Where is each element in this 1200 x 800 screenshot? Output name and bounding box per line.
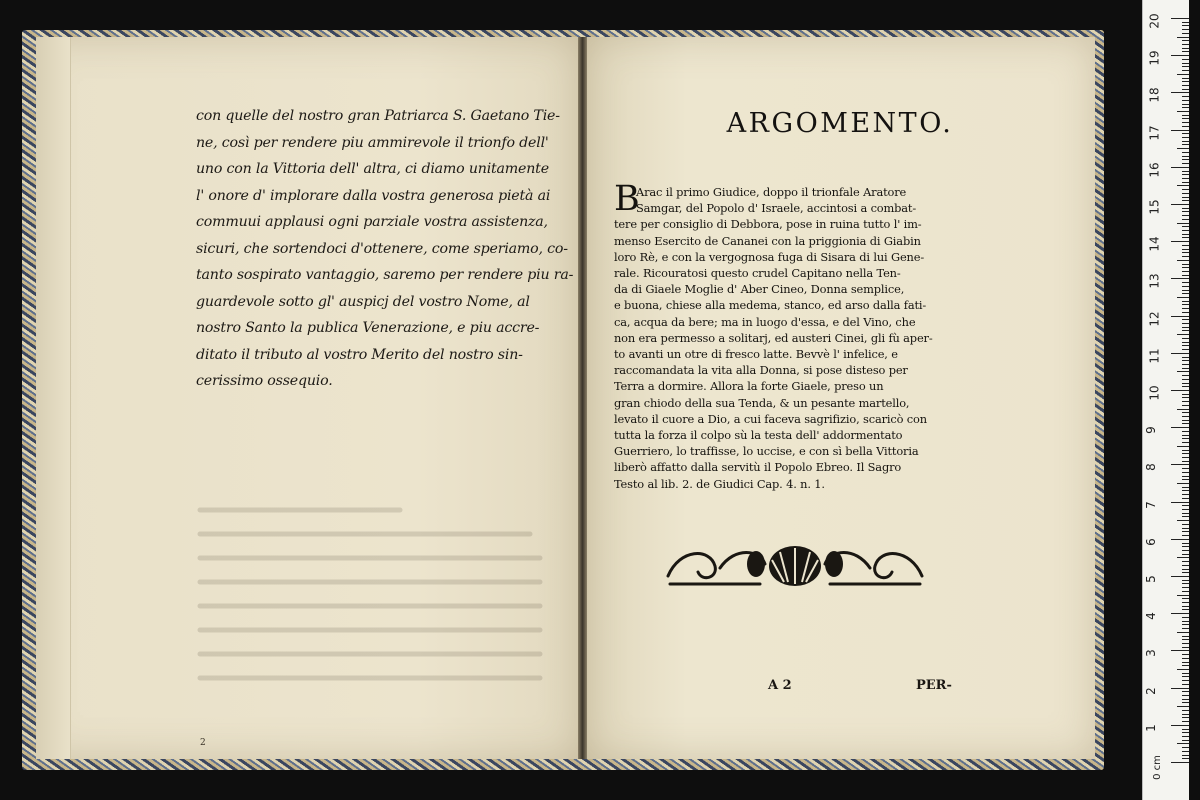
ruler-tick <box>1182 349 1189 350</box>
ruler-tick <box>1177 595 1189 596</box>
text-line: guardevole sotto gl' auspicj del vostro Nome, al <box>196 293 530 310</box>
ruler-tick <box>1177 148 1189 149</box>
ruler-tick <box>1182 245 1189 246</box>
text-line: Samgar, del Popolo d' Israele, accintosi a combat- <box>636 201 917 216</box>
ruler-tick <box>1171 55 1189 56</box>
text-line: liberò affatto dalla servitù il Popolo Ebreo. Il Sagro <box>614 460 902 475</box>
ruler-tick <box>1182 141 1189 142</box>
ruler-tick <box>1182 543 1189 544</box>
ruler-tick <box>1182 639 1189 640</box>
ruler-tick <box>1182 394 1189 395</box>
argument-text <box>614 179 986 492</box>
ruler-tick <box>1182 684 1189 685</box>
ruler-tick <box>1182 115 1189 116</box>
ruler-number: 19 <box>1147 50 1162 66</box>
ruler-tick <box>1182 476 1189 477</box>
ruler-tick <box>1182 472 1189 473</box>
ruler-tick <box>1182 342 1189 343</box>
ruler-tick <box>1182 193 1189 194</box>
ruler-number: 20 <box>1147 13 1162 29</box>
text-line: gran chiodo della sua Tenda, & un pesante martello, <box>614 395 910 410</box>
ruler-tick <box>1182 271 1189 272</box>
ornament-icon <box>660 538 930 590</box>
ruler-tick <box>1182 66 1189 67</box>
ruler-tick <box>1182 264 1189 265</box>
ruler-tick <box>1182 717 1189 718</box>
ruler-tick <box>1177 111 1189 112</box>
ruler-tick <box>1182 569 1189 570</box>
ruler-tick <box>1182 665 1189 666</box>
ruler-tick <box>1182 740 1189 741</box>
ruler-number: 7 <box>1143 500 1158 509</box>
ruler-tick <box>1182 22 1189 23</box>
ruler-tick <box>1177 409 1189 410</box>
ruler-tick <box>1182 215 1189 216</box>
ruler-tick <box>1182 33 1189 34</box>
ruler-tick <box>1182 524 1189 525</box>
ruler-tick <box>1182 546 1189 547</box>
text-line: ca, acqua da bere; ma in luogo d'essa, e del Vino, che <box>614 314 916 329</box>
ruler-tick <box>1182 397 1189 398</box>
ruler-tick <box>1182 654 1189 655</box>
ruler-tick <box>1182 591 1189 592</box>
ruler-tick <box>1182 40 1189 41</box>
ruler-tick <box>1171 650 1189 651</box>
ruler-tick <box>1171 576 1189 577</box>
ruler-tick <box>1182 163 1189 164</box>
ruler-tick <box>1182 200 1189 201</box>
ruler-tick <box>1182 197 1189 198</box>
ruler-tick <box>1182 755 1189 756</box>
ruler-tick <box>1171 278 1189 279</box>
ruler-tick <box>1182 431 1189 432</box>
ruler-tick <box>1182 714 1189 715</box>
ruler-tick <box>1171 390 1189 391</box>
ruler-tick <box>1182 330 1189 331</box>
ruler-tick <box>1171 204 1189 205</box>
ruler-tick <box>1182 267 1189 268</box>
ruler-number: 3 <box>1143 649 1158 658</box>
ruler-tick <box>1182 457 1189 458</box>
ruler-tick <box>1182 710 1189 711</box>
ruler-tick <box>1177 371 1189 372</box>
text-line: raccomandata la vita alla Donna, si pose disteso per <box>614 363 908 378</box>
ruler-tick <box>1182 673 1189 674</box>
ruler-tick <box>1182 230 1189 231</box>
ruler-tick <box>1182 598 1189 599</box>
ruler-tick <box>1182 357 1189 358</box>
ruler-tick <box>1182 695 1189 696</box>
ruler-tick <box>1171 241 1189 242</box>
ruler-number: 9 <box>1143 426 1158 435</box>
ruler-tick <box>1182 249 1189 250</box>
ruler-tick <box>1182 461 1189 462</box>
ruler-tick <box>1182 44 1189 45</box>
ruler-number: 15 <box>1147 199 1162 215</box>
measurement-ruler <box>1142 0 1189 800</box>
ruler-tick <box>1182 721 1189 722</box>
ruler-tick <box>1182 691 1189 692</box>
ruler-tick <box>1171 167 1189 168</box>
ruler-tick <box>1182 137 1189 138</box>
ruler-tick <box>1171 316 1189 317</box>
left-page-edge <box>36 37 71 759</box>
ruler-tick <box>1182 628 1189 629</box>
ruler-tick <box>1182 516 1189 517</box>
ruler-tick <box>1182 156 1189 157</box>
text-line: tutta la forza il colpo sù la testa dell' addormentato <box>614 428 903 443</box>
text-line: con quelle del nostro gran Patriarca S. Gaetano Tie- <box>196 108 560 124</box>
text-line: e buona, chiese alla medema, stanco, ed arso dalla fati- <box>614 298 927 313</box>
ruler-number: 2 <box>1143 686 1158 695</box>
ruler-tick <box>1182 237 1189 238</box>
left-page-text <box>196 103 576 395</box>
ruler-tick <box>1171 688 1189 689</box>
ruler-tick <box>1177 185 1189 186</box>
ruler-tick <box>1182 494 1189 495</box>
ruler-tick <box>1182 152 1189 153</box>
ruler-tick <box>1182 490 1189 491</box>
ruler-tick <box>1177 223 1189 224</box>
ruler-tick <box>1182 122 1189 123</box>
ruler-tick <box>1182 171 1189 172</box>
ruler-tick <box>1182 360 1189 361</box>
ruler-tick <box>1182 405 1189 406</box>
ruler-tick <box>1182 290 1189 291</box>
ruler-tick <box>1177 743 1189 744</box>
text-line: rale. Ricouratosi questo crudel Capitano nella Ten- <box>614 266 901 281</box>
ruler-tick <box>1182 51 1189 52</box>
ruler-number: 6 <box>1143 537 1158 546</box>
ruler-tick <box>1182 100 1189 101</box>
ruler-number: 17 <box>1147 124 1162 141</box>
book-gutter <box>578 37 587 759</box>
ruler-tick <box>1182 412 1189 413</box>
ruler-tick <box>1182 293 1189 294</box>
ruler-tick <box>1182 364 1189 365</box>
ruler-tick <box>1182 505 1189 506</box>
ruler-tick <box>1182 554 1189 555</box>
page-title: ARGOMENTO. <box>726 108 954 139</box>
ruler-number: 12 <box>1147 310 1162 327</box>
ruler-tick <box>1171 613 1189 614</box>
ruler-tick <box>1182 583 1189 584</box>
ruler-tick <box>1177 37 1189 38</box>
text-line: cerissimo ossequio. <box>196 373 333 389</box>
ruler-tick <box>1171 427 1189 428</box>
text-line: to avanti un otre di fresco latte. Bevvè l' infelice, e <box>614 347 898 362</box>
ruler-tick <box>1182 338 1189 339</box>
ruler-tick <box>1182 323 1189 324</box>
ruler-tick <box>1182 702 1189 703</box>
ruler-tick <box>1177 260 1189 261</box>
ruler-tick <box>1182 561 1189 562</box>
ruler-tick <box>1182 438 1189 439</box>
ruler-tick <box>1182 450 1189 451</box>
ruler-tick <box>1182 550 1189 551</box>
text-line: Terra a dormire. Allora la forte Giaele, preso un <box>614 379 884 394</box>
ruler-tick <box>1182 528 1189 529</box>
ruler-number: 14 <box>1147 236 1162 252</box>
ruler-tick <box>1182 126 1189 127</box>
ruler-tick <box>1182 602 1189 603</box>
ruler-number: 16 <box>1147 162 1162 178</box>
ruler-tick <box>1182 63 1189 64</box>
ruler-tick <box>1182 226 1189 227</box>
ruler-tick <box>1182 282 1189 283</box>
ruler-tick <box>1177 74 1189 75</box>
ruler-tick <box>1182 118 1189 119</box>
ruler-tick <box>1182 647 1189 648</box>
ruler-tick <box>1182 85 1189 86</box>
ruler-tick <box>1182 70 1189 71</box>
ruler-tick <box>1182 662 1189 663</box>
ruler-tick <box>1182 513 1189 514</box>
ruler-tick <box>1182 59 1189 60</box>
ruler-tick <box>1177 520 1189 521</box>
ruler-tick <box>1182 479 1189 480</box>
ruler-tick <box>1182 211 1189 212</box>
ruler-tick <box>1182 312 1189 313</box>
ruler-tick <box>1171 762 1189 763</box>
ruler-tick <box>1177 297 1189 298</box>
ruler-tick <box>1182 308 1189 309</box>
bleed-through-texture <box>180 500 550 700</box>
ruler-tick <box>1182 189 1189 190</box>
ruler-tick <box>1182 133 1189 134</box>
ruler-tick <box>1182 636 1189 637</box>
ruler-tick <box>1177 446 1189 447</box>
ruler-tick <box>1177 557 1189 558</box>
text-line: Guerriero, lo traffisse, lo uccise, e con sì bella Vittoria <box>614 444 919 459</box>
page-folio: 2 <box>200 738 206 748</box>
ruler-tick <box>1182 178 1189 179</box>
drop-cap: B <box>614 179 640 219</box>
ruler-tick <box>1182 327 1189 328</box>
text-line: tere per consiglio di Debbora, pose in ruina tutto l' im- <box>614 217 922 232</box>
ruler-tick <box>1182 643 1189 644</box>
ruler-tick <box>1182 580 1189 581</box>
text-line: da di Giaele Moglie d' Aber Cineo, Donna semplice, <box>614 282 905 297</box>
text-line: Arac il primo Giudice, doppo il trionfale Aratore <box>636 185 907 199</box>
ruler-tick <box>1182 587 1189 588</box>
ruler-tick <box>1182 751 1189 752</box>
ruler-tick <box>1182 498 1189 499</box>
ruler-tick <box>1182 96 1189 97</box>
ruler-number: 1 <box>1143 723 1158 732</box>
ruler-tick <box>1182 442 1189 443</box>
ruler-tick <box>1182 420 1189 421</box>
ruler-tick <box>1182 535 1189 536</box>
ruler-tick <box>1182 729 1189 730</box>
ruler-tick <box>1182 747 1189 748</box>
text-line: ditato il tributo al vostro Merito del nostro sin- <box>196 346 523 363</box>
ruler-tick <box>1182 252 1189 253</box>
ruler-tick <box>1182 572 1189 573</box>
ruler-tick <box>1182 304 1189 305</box>
ruler-tick <box>1182 468 1189 469</box>
ruler-tick <box>1182 107 1189 108</box>
ruler-tick <box>1182 386 1189 387</box>
ruler-tick <box>1182 621 1189 622</box>
ruler-tick <box>1177 483 1189 484</box>
ruler-tick <box>1182 676 1189 677</box>
ruler-tick <box>1182 699 1189 700</box>
ruler-number: 11 <box>1147 348 1162 364</box>
bleed-through-shadow <box>180 500 550 700</box>
ruler-tick <box>1182 401 1189 402</box>
ruler-tick <box>1182 104 1189 105</box>
signature-mark: A 2 <box>768 678 792 693</box>
ruler-tick <box>1182 435 1189 436</box>
ruler-tick <box>1182 617 1189 618</box>
ruler-number: 8 <box>1143 463 1158 472</box>
ruler-tick <box>1182 301 1189 302</box>
text-line: menso Esercito de Cananei con la priggionia di Giabin <box>614 233 921 248</box>
ruler-tick <box>1177 334 1189 335</box>
ruler-tick <box>1182 487 1189 488</box>
ruler-tick <box>1171 353 1189 354</box>
ruler-tick <box>1182 509 1189 510</box>
ruler-tick <box>1182 48 1189 49</box>
ruler-tick <box>1182 144 1189 145</box>
ruler-tick <box>1182 182 1189 183</box>
ruler-tick <box>1182 680 1189 681</box>
ruler-tick <box>1182 81 1189 82</box>
ruler-tick <box>1182 29 1189 30</box>
ruler-tick <box>1182 286 1189 287</box>
ruler-tick <box>1182 453 1189 454</box>
text-line: nostro Santo la publica Venerazione, e piu accre- <box>196 320 540 336</box>
text-line: uno con la Vittoria dell' altra, ci diamo unitamente <box>196 161 549 177</box>
ruler-tick <box>1171 18 1189 19</box>
ruler-tick <box>1182 208 1189 209</box>
ruler-tick <box>1182 379 1189 380</box>
ruler-tick <box>1182 624 1189 625</box>
ruler-tick <box>1171 502 1189 503</box>
text-line: tanto sospirato vantaggio, saremo per rendere piu ra- <box>196 267 574 283</box>
ruler-tick <box>1177 706 1189 707</box>
text-line: non era permesso a solitarj, ed austeri Cinei, gli fù aper- <box>614 330 933 345</box>
ruler-number: 18 <box>1147 87 1162 104</box>
text-line: loro Rè, e con la vergognosa fuga di Sisara di lui Gene- <box>614 249 925 264</box>
ruler-tick <box>1182 758 1189 759</box>
ruler-tick <box>1182 234 1189 235</box>
ruler-tick <box>1171 130 1189 131</box>
ruler-tick <box>1177 632 1189 633</box>
ruler-tick <box>1182 256 1189 257</box>
ruler-tick <box>1182 319 1189 320</box>
ruler-tick <box>1171 539 1189 540</box>
ruler-number: 5 <box>1143 575 1158 583</box>
ruler-tick <box>1171 92 1189 93</box>
ruler-tick <box>1177 669 1189 670</box>
text-line: sicuri, che sortendoci d'ottenere, come speriamo, co- <box>196 240 568 257</box>
ruler-tick <box>1182 275 1189 276</box>
text-line: ne, così per rendere piu ammirevole il trionfo dell' <box>196 134 549 151</box>
ruler-tick <box>1171 725 1189 726</box>
text-line: levato il cuore a Dio, a cui faceva sagrifizio, scaricò con <box>614 411 927 426</box>
ruler-tick <box>1182 375 1189 376</box>
ruler-tick <box>1182 531 1189 532</box>
ruler-unit-label: 0 cm <box>1151 755 1163 780</box>
ruler-tick <box>1182 219 1189 220</box>
ruler-number: 10 <box>1147 385 1162 401</box>
ruler-tick <box>1182 25 1189 26</box>
ruler-tick <box>1182 658 1189 659</box>
ruler-number: 4 <box>1143 612 1158 621</box>
ruler-tick <box>1182 89 1189 90</box>
ruler-tick <box>1182 732 1189 733</box>
ruler-tick <box>1182 736 1189 737</box>
text-line: l' onore d' implorare dalla vostra generosa pietà ai <box>196 187 551 204</box>
ruler-tick <box>1171 464 1189 465</box>
ruler-number: 13 <box>1147 273 1162 290</box>
ruler-tick <box>1182 174 1189 175</box>
ruler-tick <box>1182 78 1189 79</box>
ruler-tick <box>1182 423 1189 424</box>
ruler-tick <box>1182 565 1189 566</box>
catchword: PER- <box>916 678 952 693</box>
ruler-tick <box>1182 368 1189 369</box>
ruler-tick <box>1182 609 1189 610</box>
ruler-tick <box>1182 416 1189 417</box>
ruler-tick <box>1182 383 1189 384</box>
text-line: commuui applausi ogni parziale vostra assistenza, <box>196 214 548 230</box>
ruler-tick <box>1182 345 1189 346</box>
ruler-tick <box>1182 606 1189 607</box>
ruler-tick <box>1182 159 1189 160</box>
text-line: Testo al lib. 2. de Giudici Cap. 4. n. 1. <box>614 476 825 491</box>
